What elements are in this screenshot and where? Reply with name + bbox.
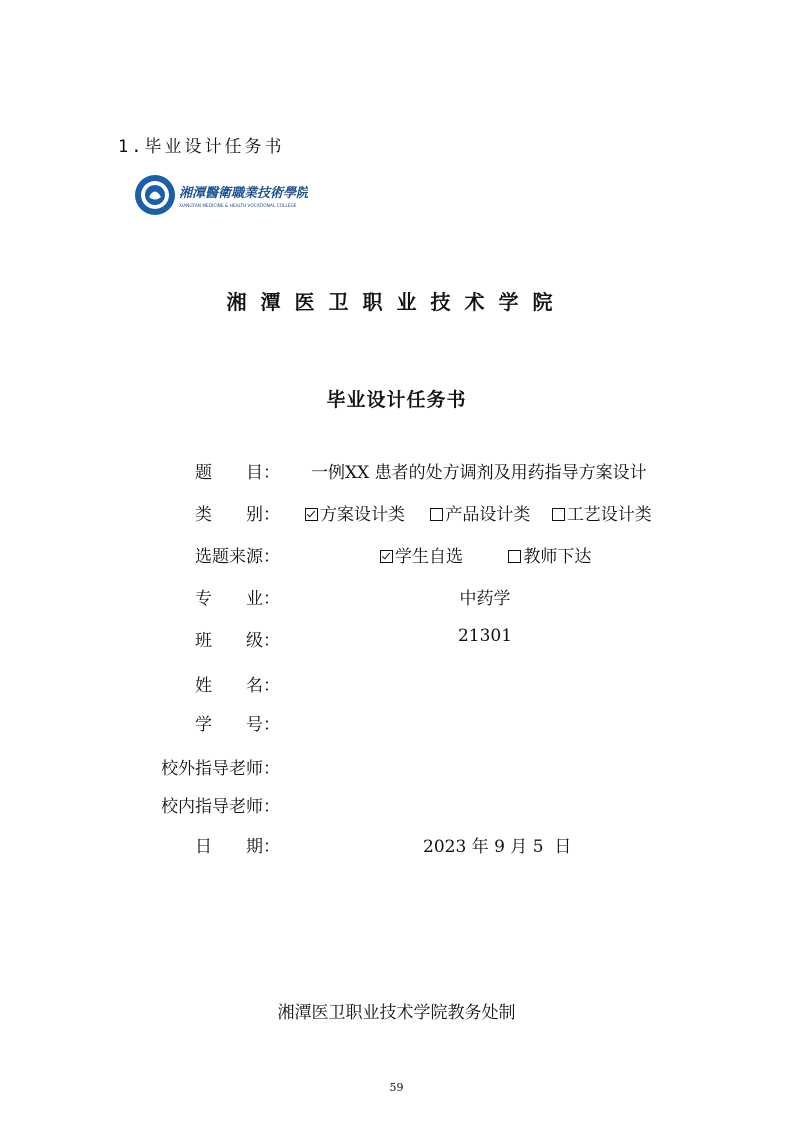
checkbox-icon (552, 508, 565, 521)
logo-cn-text: 湘潭醫衛職業技術學院 (179, 186, 308, 201)
topic-value: 一例XX 患者的处方调剂及用药指导方案设计 (311, 463, 647, 483)
date-value: 2023 年 9 月 5 日 (423, 837, 572, 857)
major-value: 中药学 (459, 589, 511, 609)
checkbox-checked-icon (380, 550, 393, 563)
external-advisor-label: 校外指导老师： (161, 759, 280, 779)
category-label: 类 别： (195, 505, 280, 525)
date-label: 日 期： (195, 837, 280, 857)
school-title: 湘潭医卫职业技术学院 (226, 290, 567, 314)
source-label: 选题来源： (195, 547, 280, 567)
section-heading: 1.毕业设计任务书 (118, 137, 285, 157)
school-emblem-icon (133, 170, 308, 220)
source-option-student[interactable]: 学生自选 (380, 542, 463, 567)
class-label: 班 级： (195, 631, 280, 651)
student-id-label: 学 号： (195, 715, 280, 735)
footer-issuer: 湘潭医卫职业技术学院教务处制 (277, 1003, 516, 1023)
page-number: 59 (389, 1081, 404, 1094)
checkbox-icon (430, 508, 443, 521)
logo-en-text: XIANGTAN MEDICINE & HEALTH VOCATIONAL COLLEGE (179, 204, 297, 209)
source-option-teacher[interactable]: 教师下达 (508, 542, 591, 567)
name-label: 姓 名： (195, 676, 280, 696)
class-value: 21301 (457, 626, 513, 646)
internal-advisor-label: 校内指导老师： (161, 797, 280, 817)
topic-label: 题 目： (195, 463, 280, 483)
major-label: 专 业： (195, 589, 280, 609)
category-options (305, 500, 652, 525)
checkbox-checked-icon (305, 508, 318, 521)
source-options (380, 542, 591, 567)
document-title: 毕业设计任务书 (326, 389, 467, 411)
checkbox-icon (508, 550, 521, 563)
category-option-scheme[interactable]: 方案设计类 (305, 500, 405, 525)
school-logo (133, 170, 308, 220)
category-option-product[interactable]: 产品设计类 (430, 500, 530, 525)
category-option-process[interactable]: 工艺设计类 (552, 500, 652, 525)
